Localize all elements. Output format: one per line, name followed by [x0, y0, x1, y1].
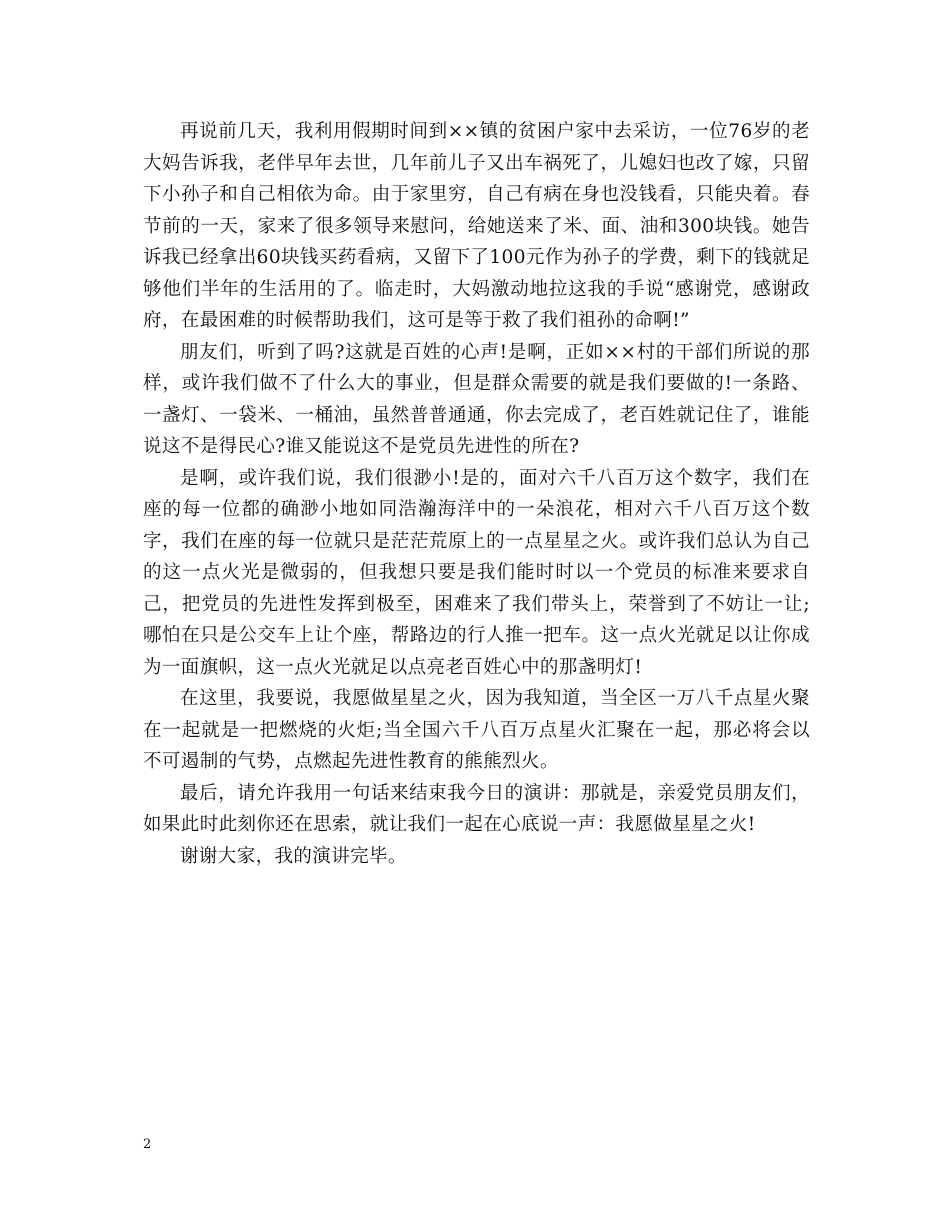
paragraph-closing: 最后，请允许我用一句话来结束我今日的演讲：那就是，亲爱党员朋友们，如果此时此刻你还在思索，就让我们一起在心底说一声：我愿做星星之火! — [143, 782, 810, 835]
speech-body — [143, 116, 810, 872]
paragraph-voice-of-people: 朋友们，听到了吗?这就是百姓的心声!是啊，正如××村的干部们所说的那样，或许我们做不了什么大的事业，但是群众需要的就是我们要做的!一条路、一盏灯、一袋米、一桶油，虽然普普通通，你去完成了，老百姓就记住了，谁能说这不是得民心?谁又能说这不是党员先进性的所在? — [143, 341, 810, 457]
page-number: 2 — [143, 1137, 152, 1152]
paragraph-thanks: 谢谢大家，我的演讲完毕。 — [180, 845, 407, 867]
paragraph-small-spark: 是啊，或许我们说，我们很渺小!是的，面对六千八百万这个数字，我们在座的每一位都的确渺小地如同浩瀚海洋中的一朵浪花，相对六千八百万这个数字，我们在座的每一位就只是茫茫荒原上的一点星星之火。或许我们总认为自己的这一点火光是微弱的，但我想只要是我们能时时以一个党员的标准来要求自己，把党员的先进性发挥到极至，困难来了我们带头上，荣誉到了不妨让一让;哪怕在只是公交车上让个座，帮路边的行人推一把车。这一点火光就足以让你成为一面旗帜，这一点火光就足以点亮老百姓心中的那盏明灯! — [143, 467, 810, 678]
paragraph-willing-to-be-spark: 在这里，我要说，我愿做星星之火，因为我知道，当全区一万八千点星火聚在一起就是一把燃烧的火炬;当全国六千八百万点星火汇聚在一起，那必将会以不可遏制的气势，点燃起先进性教育的熊熊烈火。 — [143, 688, 810, 772]
paragraph-interview: 再说前几天，我利用假期时间到××镇的贫困户家中去采访，一位76岁的老大妈告诉我，老伴早年去世，几年前儿子又出车祸死了，儿媳妇也改了嫁，只留下小孙子和自己相依为命。由于家里穷，自己有病在身也没钱看，只能央着。春节前的一天，家来了很多领导来慰问，给她送来了米、面、油和300块钱。她告诉我已经拿出60块钱买药看病，又留下了100元作为孙子的学费，剩下的钱就足够他们半年的生活用的了。临走时，大妈激动地拉这我的手说“感谢党，感谢政府，在最困难的时候帮助我们，这可是等于救了我们祖孙的命啊!” — [143, 121, 810, 331]
